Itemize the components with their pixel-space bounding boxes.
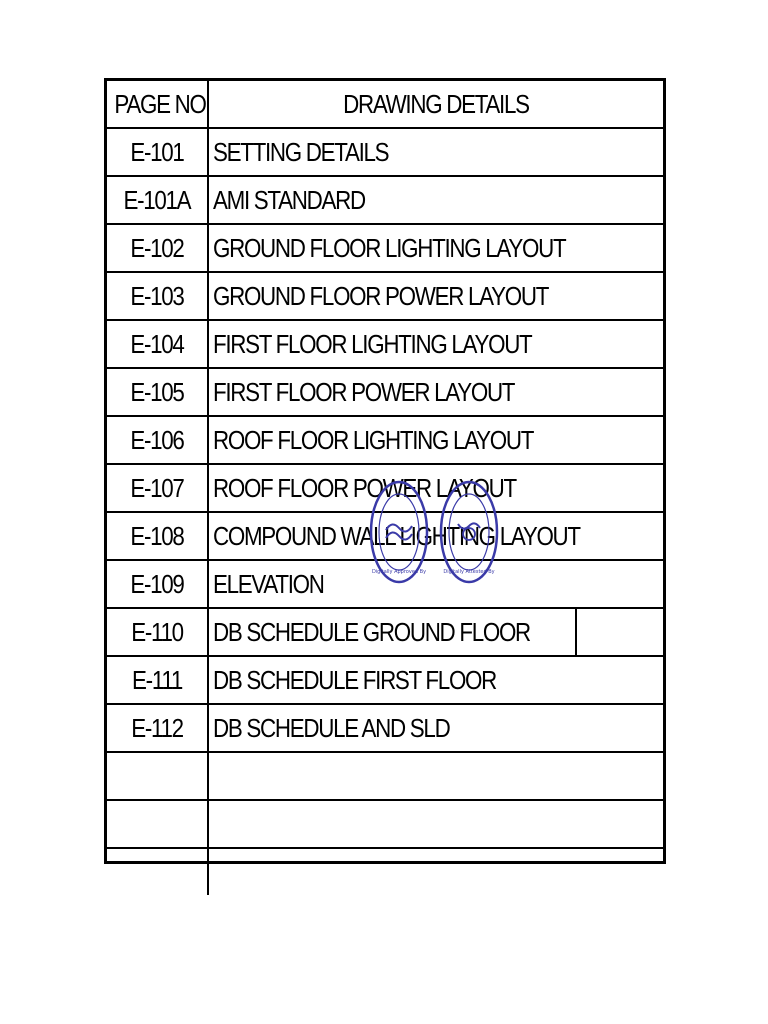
drawing-details-cell [208,800,663,848]
table-row [107,800,663,848]
page-number-cell: E-101 [107,128,208,176]
table-row [107,176,663,224]
page-number-cell: E-104 [107,320,208,368]
table-row [107,752,663,800]
table-row [107,416,663,464]
approval-caption: Digitally Approved By [371,569,427,575]
table-row [107,128,663,176]
drawing-index-table [107,81,663,895]
table-row [107,560,663,608]
table-row [107,224,663,272]
header-page-no: PAGE NO [107,81,208,128]
drawing-details-cell: ELEVATION [208,560,663,608]
drawing-details-cell: FIRST FLOOR LIGHTING LAYOUT [208,320,663,368]
page-number-cell: E-111 [107,656,208,704]
drawing-details-cell: ROOF FLOOR LIGHTING LAYOUT [208,416,663,464]
table-row [107,464,663,512]
header-drawing-details: DRAWING DETAILS [208,81,663,128]
page-number-cell [107,800,208,848]
drawing-details-cell: DB SCHEDULE AND SLD [208,704,663,752]
page-number-cell: E-106 [107,416,208,464]
table-header-row [107,81,663,128]
page-number-cell: E-109 [107,560,208,608]
table-row [107,656,663,704]
table-row [107,608,663,656]
drawing-details-cell [208,752,663,800]
drawing-details-cell: DB SCHEDULE GROUND FLOOR [208,608,663,656]
page-number-cell: E-103 [107,272,208,320]
drawing-details-cell: COMPOUND WALL LIGHTING LAYOUT [208,512,663,560]
drawing-details-cell: AMI STANDARD [208,176,663,224]
page-number-cell [107,848,208,895]
drawing-index-sheet [104,78,666,864]
table-row [107,704,663,752]
cell-divider [575,609,577,655]
drawing-details-cell: ROOF FLOOR POWER LAYOUT [208,464,663,512]
drawing-details-cell: GROUND FLOOR POWER LAYOUT [208,272,663,320]
table-row [107,368,663,416]
drawing-details-cell: GROUND FLOOR LIGHTING LAYOUT [208,224,663,272]
page-number-cell: E-101A [107,176,208,224]
drawing-details-cell: DB SCHEDULE FIRST FLOOR [208,656,663,704]
table-row [107,272,663,320]
page-number-cell: E-110 [107,608,208,656]
drawing-details-cell: FIRST FLOOR POWER LAYOUT [208,368,663,416]
drawing-details-cell [208,848,663,895]
page-number-cell: E-108 [107,512,208,560]
page-number-cell: E-102 [107,224,208,272]
page-number-cell: E-107 [107,464,208,512]
page-number-cell: E-112 [107,704,208,752]
table-row [107,848,663,895]
table-row [107,512,663,560]
attestation-caption: Digitally Attested By [443,569,495,575]
page-number-cell [107,752,208,800]
drawing-details-cell: SETTING DETAILS [208,128,663,176]
table-row [107,320,663,368]
page-number-cell: E-105 [107,368,208,416]
